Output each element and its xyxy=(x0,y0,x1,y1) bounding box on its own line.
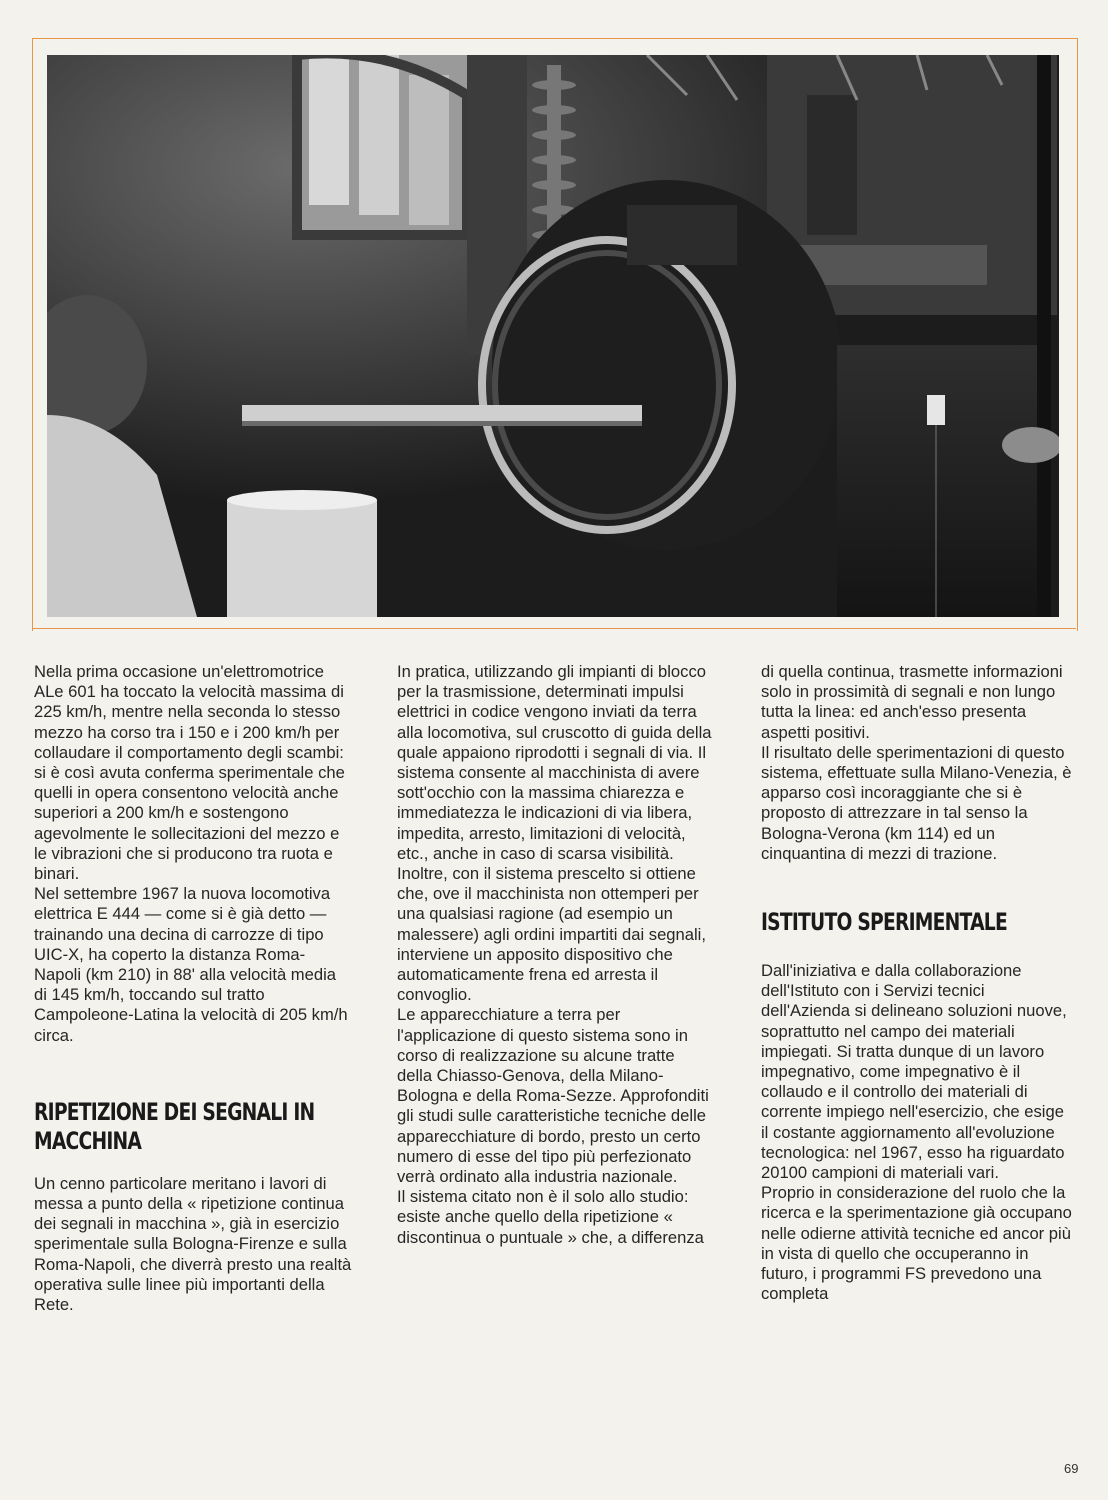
laboratory-photo xyxy=(47,55,1059,617)
paragraph: Proprio in considerazione del ruolo che la ricerca e la sperimentazione già occupano nelle odierne attività tecniche ed ancor più in vista di quello che occuperanno in futuro, i programmi FS prevedono una completa xyxy=(761,1183,1072,1304)
text-column-2 xyxy=(397,662,713,1248)
page-number: 69 xyxy=(1064,1461,1079,1476)
paragraph: Nella prima occasione un'elettromotrice ALe 601 ha toccato la velocità massima di 225 km/h, mentre nella seconda lo stesso mezzo ha corso tra i 150 e i 200 km/h per collaudare il comportamento degli scambi: si è così avuta conferma sperimentale che quelli in opera consentono velocità anche superiori a 200 km/h e sostengono agevolmente le sollecitazioni del mezzo e le vibrazioni che si producono tra ruota e binari. xyxy=(34,662,345,884)
paragraph: Le apparecchiature a terra per l'applicazione di questo sistema sono in corso di realizzazione su alcune tratte della Chiasso-Genova, della Milano-Bologna e della Roma-Sezze. Approfonditi gli studi sulle caratteristiche tecniche delle apparecchiature di bordo, presto un certo numero di esse del tipo più perfezionato verrà ordinato alla industria nazionale. xyxy=(397,1005,709,1187)
section-heading-istituto: ISTITUTO SPERIMENTALE xyxy=(761,908,1007,937)
paragraph: di quella continua, trasmette informazioni solo in prossimità di segnali e non lungo tutta la linea: ed anch'esso presenta aspetti positivi. xyxy=(761,662,1063,742)
paragraph: Nel settembre 1967 la nuova locomotiva elettrica E 444 — come si è già detto — trainando una decina di carrozze di tipo UIC-X, ha coperto la distanza Roma-Napoli (km 210) in 88' alla velocità media di 145 km/h, toccando sul tratto Campoleone-Latina la velocità di 205 km/h circa. xyxy=(34,884,348,1045)
paragraph: Un cenno particolare meritano i lavori di messa a punto della « ripetizione continua dei segnali in macchina », già in esercizio sperimentale sulla Bologna-Firenze e sulla Roma-Napoli, che diverrà presto una realtà operativa sulle linee più importanti della Rete. xyxy=(34,1173,352,1315)
section-heading-ripetizione: RIPETIZIONE DEI SEGNALI IN MACCHINA xyxy=(34,1097,315,1155)
paragraph: Inoltre, con il sistema prescelto si ottiene che, ove il macchinista non ottemperi per una qualsiasi ragione (ad esempio un malessere) agli ordini impartiti dai segnali, interviene un apposito dispositivo che automaticamente frena ed arresta il convoglio. xyxy=(397,864,706,1005)
text-column-1 xyxy=(34,662,352,1315)
text-column-3 xyxy=(761,662,1073,1304)
paragraph: Dall'iniziativa e dalla collaborazione dell'Istituto con i Servizi tecnici dell'Azienda si delineano soluzioni nuove, soprattutto nel campo dei materiali impiegati. Si tratta dunque di un lavoro impegnativo, come impegnativo è il collaudo e il controllo dei materiali di corrente impiego nell'esercizio, che esige il costante aggiornamento all'evoluzione tecnologica: nel 1967, esso ha riguardato 20100 campioni di materiali vari. xyxy=(761,961,1067,1183)
paragraph: Il risultato delle sperimentazioni di questo sistema, effettuate sulla Milano-Venezia, è apparso così incoraggiante che si è proposto di attrezzare in tal senso la Bologna-Verona (km 114) ed un cinquantina di mezzi di trazione. xyxy=(761,742,1072,863)
paragraph: In pratica, utilizzando gli impianti di blocco per la trasmissione, determinati impulsi elettrici in codice vengono inviati da terra alla locomotiva, sul cruscotto di guida della quale appaiono riprodotti i segnali di via. Il sistema consente al macchinista di avere sott'occhio con la massima chiarezza e immediatezza le indicazioni di via libera, impedita, arresto, limitazioni di velocità, etc., anche in caso di scarsa visibilità. xyxy=(397,662,712,863)
paragraph: Il sistema citato non è il solo allo studio: esiste anche quello della ripetizione « discontinua o puntuale » che, a differenza xyxy=(397,1187,704,1247)
frame-rule xyxy=(32,628,1076,629)
